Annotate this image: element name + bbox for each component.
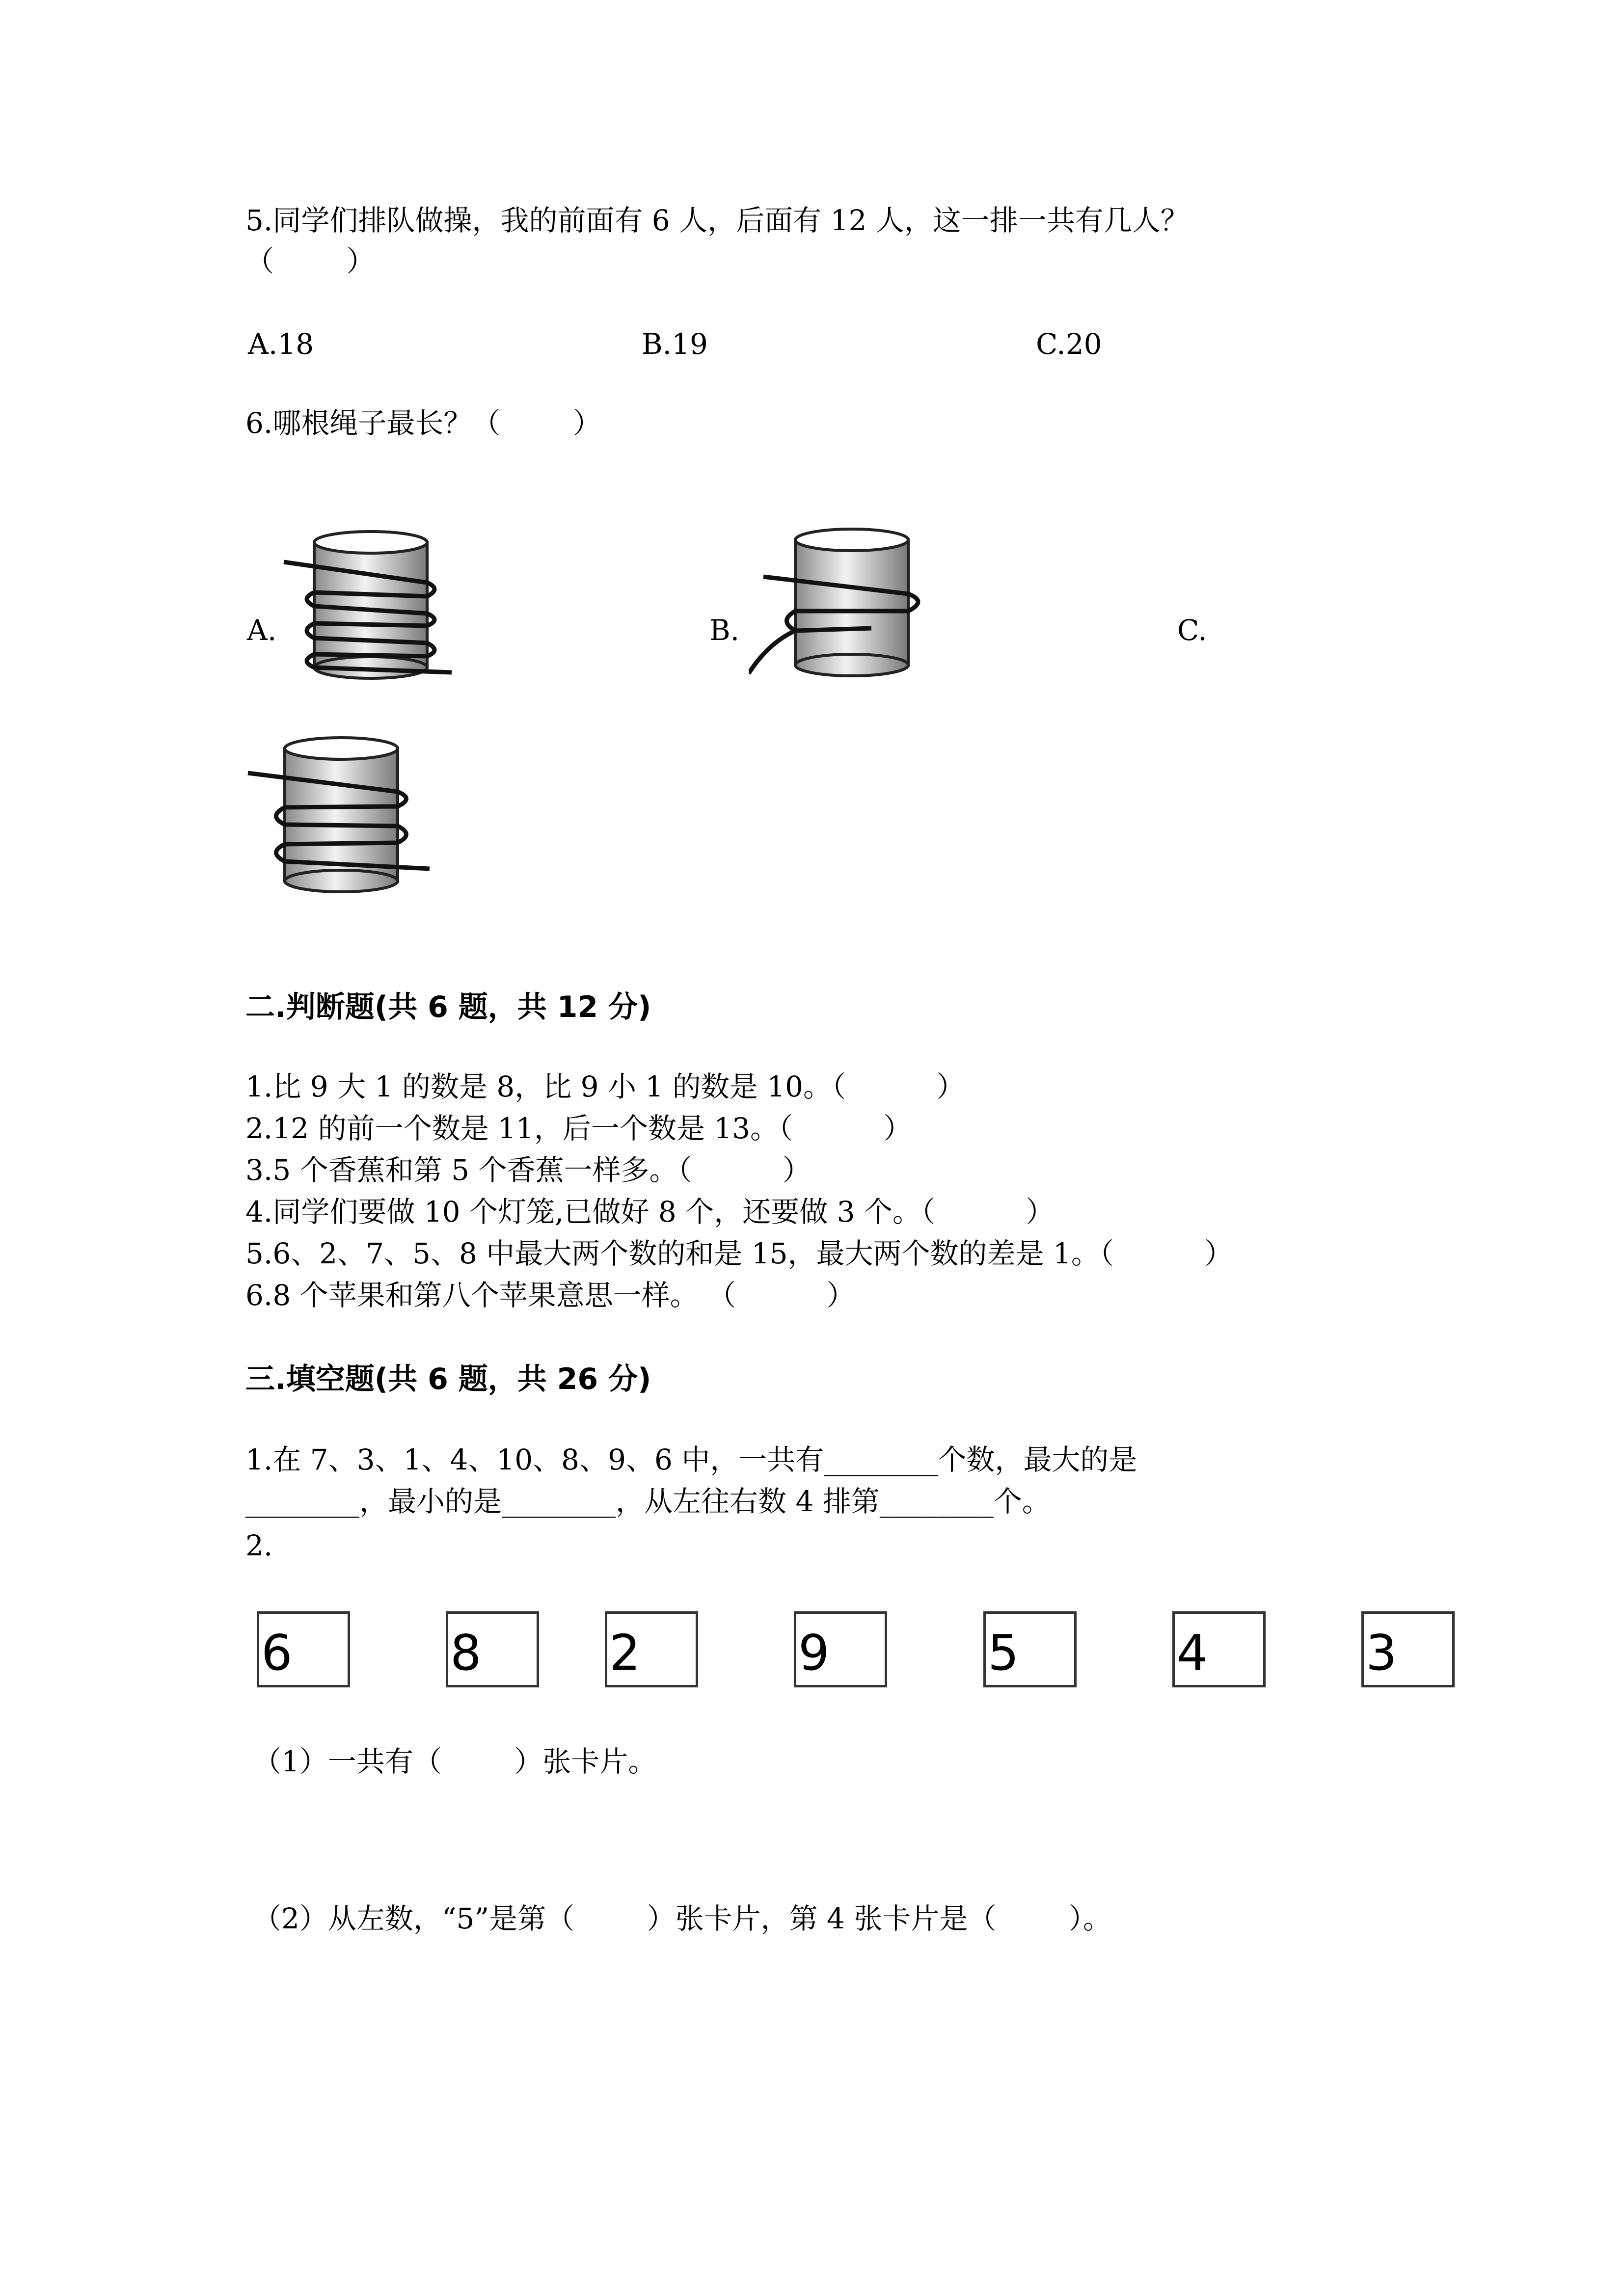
card-number: 2 bbox=[609, 1624, 641, 1682]
number-card bbox=[257, 1611, 350, 1687]
q6-option-a-label[interactable]: A. bbox=[247, 614, 277, 647]
q5-answer-blank: （ ） bbox=[245, 244, 375, 278]
number-card bbox=[983, 1611, 1077, 1687]
rope-cylinder-c-image bbox=[245, 729, 452, 896]
section3-heading: 三.填空题(共 6 题，共 26 分) bbox=[245, 1362, 651, 1396]
card-number: 8 bbox=[450, 1624, 482, 1682]
q6-stem: 6.哪根绳子最长？（ ） bbox=[245, 406, 601, 440]
judge-item-2: 2.12 的前一个数是 11，后一个数是 13。（ ） bbox=[245, 1112, 912, 1145]
card-number: 4 bbox=[1177, 1624, 1208, 1682]
q5-option-a[interactable]: A.18 bbox=[248, 327, 314, 361]
rope-cylinder-b-image bbox=[749, 520, 945, 677]
fill-q2-sub2: （2）从左数，“5”是第（ ）张卡片，第 4 张卡片是（ ）。 bbox=[253, 1902, 1111, 1935]
fill-q1-line2: ________，最小的是________，从左往右数 4 排第________个。 bbox=[245, 1485, 1051, 1518]
judge-item-4: 4.同学们要做 10 个灯笼,已做好 8 个，还要做 3 个。（ ） bbox=[245, 1195, 1055, 1228]
card-number: 9 bbox=[798, 1624, 830, 1682]
card-number: 5 bbox=[988, 1624, 1019, 1682]
judge-item-6: 6.8 个苹果和第八个苹果意思一样。 （ ） bbox=[245, 1279, 855, 1312]
q5-stem: 5.同学们排队做操，我的前面有 6 人，后面有 12 人，这一排一共有几人？ bbox=[245, 204, 1189, 237]
q5-option-c[interactable]: C.20 bbox=[1036, 327, 1102, 361]
judge-item-5: 5.6、2、7、5、8 中最大两个数的和是 15，最大两个数的差是 1。（ ） bbox=[245, 1237, 1233, 1270]
judge-item-1: 1.比 9 大 1 的数是 8，比 9 小 1 的数是 10。（ ） bbox=[245, 1070, 965, 1103]
card-number: 6 bbox=[261, 1624, 293, 1682]
section2-heading: 二.判断题(共 6 题，共 12 分) bbox=[245, 990, 651, 1024]
q6-option-c-label[interactable]: C. bbox=[1177, 614, 1207, 647]
card-number: 3 bbox=[1366, 1624, 1397, 1682]
q5-option-b[interactable]: B.19 bbox=[642, 327, 708, 361]
number-card bbox=[446, 1611, 539, 1687]
q6-option-b-label[interactable]: B. bbox=[709, 614, 740, 647]
fill-q2-number: 2. bbox=[245, 1529, 273, 1562]
number-card bbox=[1172, 1611, 1266, 1687]
judge-item-3: 3.5 个香蕉和第 5 个香蕉一样多。（ ） bbox=[245, 1153, 811, 1187]
rope-cylinder-a-image bbox=[280, 528, 476, 685]
number-card bbox=[1361, 1611, 1455, 1687]
number-card bbox=[605, 1611, 698, 1687]
fill-q2-sub1: （1）一共有（ ）张卡片。 bbox=[253, 1745, 657, 1778]
fill-q1-line1: 1.在 7、3、1、4、10、8、9、6 中，一共有________个数，最大的是 bbox=[245, 1443, 1137, 1476]
number-card bbox=[794, 1611, 887, 1687]
